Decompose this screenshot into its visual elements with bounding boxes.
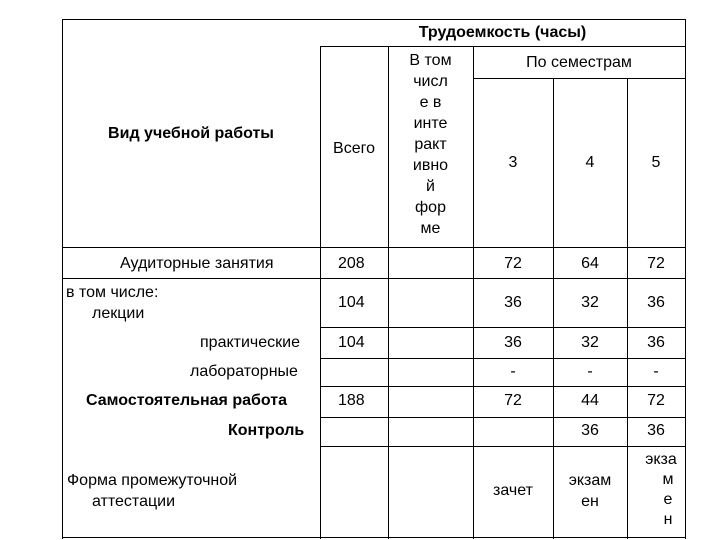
interactive-form-header: [388, 50, 473, 239]
activity-type-header: Вид учебной работы: [108, 125, 274, 142]
row-divider: [320, 386, 685, 387]
table-bottom-border: [62, 537, 685, 538]
semesters-divider: [473, 78, 685, 79]
auditory-label: Аудиторные занятия: [120, 255, 274, 272]
interactive-line: й: [426, 178, 435, 195]
attestation-label-line1: Форма промежуточной: [67, 472, 238, 489]
column-divider-label: [320, 46, 321, 539]
row-divider: [62, 278, 685, 279]
practical-sem3: 36: [504, 334, 522, 351]
lectures-total: 104: [338, 294, 365, 311]
semester-4-header: 4: [585, 154, 595, 171]
attestation-label-line2: аттестации: [92, 493, 176, 510]
row-divider: [320, 327, 685, 328]
semester-3-header: 3: [508, 154, 518, 171]
control-label: Контроль: [228, 422, 305, 439]
interactive-line: ракт: [414, 136, 447, 153]
interactive-line: ме: [420, 220, 441, 237]
attestation-sem5-line: е: [663, 491, 673, 508]
auditory-sem4: 64: [581, 255, 599, 272]
table-right-border: [685, 19, 686, 539]
lectures-sem5: 36: [647, 294, 665, 311]
row-divider: [320, 446, 685, 447]
attestation-sem4-line: экзам: [568, 472, 612, 489]
lectures-label-line2: лекции: [92, 305, 145, 322]
table-left-border: [62, 19, 63, 539]
attestation-sem3: зачет: [493, 482, 533, 499]
lab-sem4: -: [587, 363, 593, 380]
attestation-sem4: [553, 470, 627, 512]
attestation-sem5-line: н: [663, 511, 673, 528]
selfwork-sem3: 72: [504, 392, 522, 409]
row-divider: [320, 417, 685, 418]
semester-5-header: 5: [651, 154, 661, 171]
selfwork-total: 188: [338, 392, 365, 409]
selfwork-sem5: 72: [647, 392, 665, 409]
total-header: Всего: [333, 140, 375, 157]
header-divider: [320, 46, 685, 47]
auditory-sem5: 72: [647, 255, 665, 272]
interactive-line: числ: [413, 73, 448, 90]
selfwork-sem4: 44: [581, 392, 599, 409]
practical-sem5: 36: [647, 334, 665, 351]
practical-total: 104: [338, 334, 365, 351]
lectures-label-line1: в том числе:: [66, 284, 159, 301]
interactive-line: фор: [415, 199, 446, 216]
lectures-sem3: 36: [504, 294, 522, 311]
auditory-sem3: 72: [504, 255, 522, 272]
header-bottom-border: [62, 247, 685, 248]
row-divider: [320, 358, 685, 359]
control-sem5: 36: [647, 422, 665, 439]
attestation-sem5-line: м: [662, 471, 674, 488]
attestation-sem5-line: экза: [645, 451, 677, 468]
lab-sem5: -: [653, 363, 659, 380]
by-semesters-header: По семестрам: [526, 54, 632, 71]
attestation-sem5: [627, 450, 685, 530]
auditory-total: 208: [338, 255, 365, 272]
table-top-border: [62, 19, 685, 20]
labor-hours-header: Трудоемкость (часы): [418, 24, 587, 41]
interactive-line: ивно: [412, 157, 449, 174]
control-sem4: 36: [581, 422, 599, 439]
interactive-line: В том: [409, 52, 452, 69]
lab-label: лабораторные: [190, 363, 298, 380]
lab-sem3: -: [510, 363, 516, 380]
practical-label: практические: [200, 334, 300, 351]
interactive-line: е в: [419, 94, 442, 111]
attestation-sem4-line: ен: [581, 493, 599, 510]
interactive-line: инте: [413, 115, 448, 132]
selfwork-label: Самостоятельная работа: [86, 392, 287, 409]
practical-sem4: 32: [581, 334, 599, 351]
lectures-sem4: 32: [581, 294, 599, 311]
